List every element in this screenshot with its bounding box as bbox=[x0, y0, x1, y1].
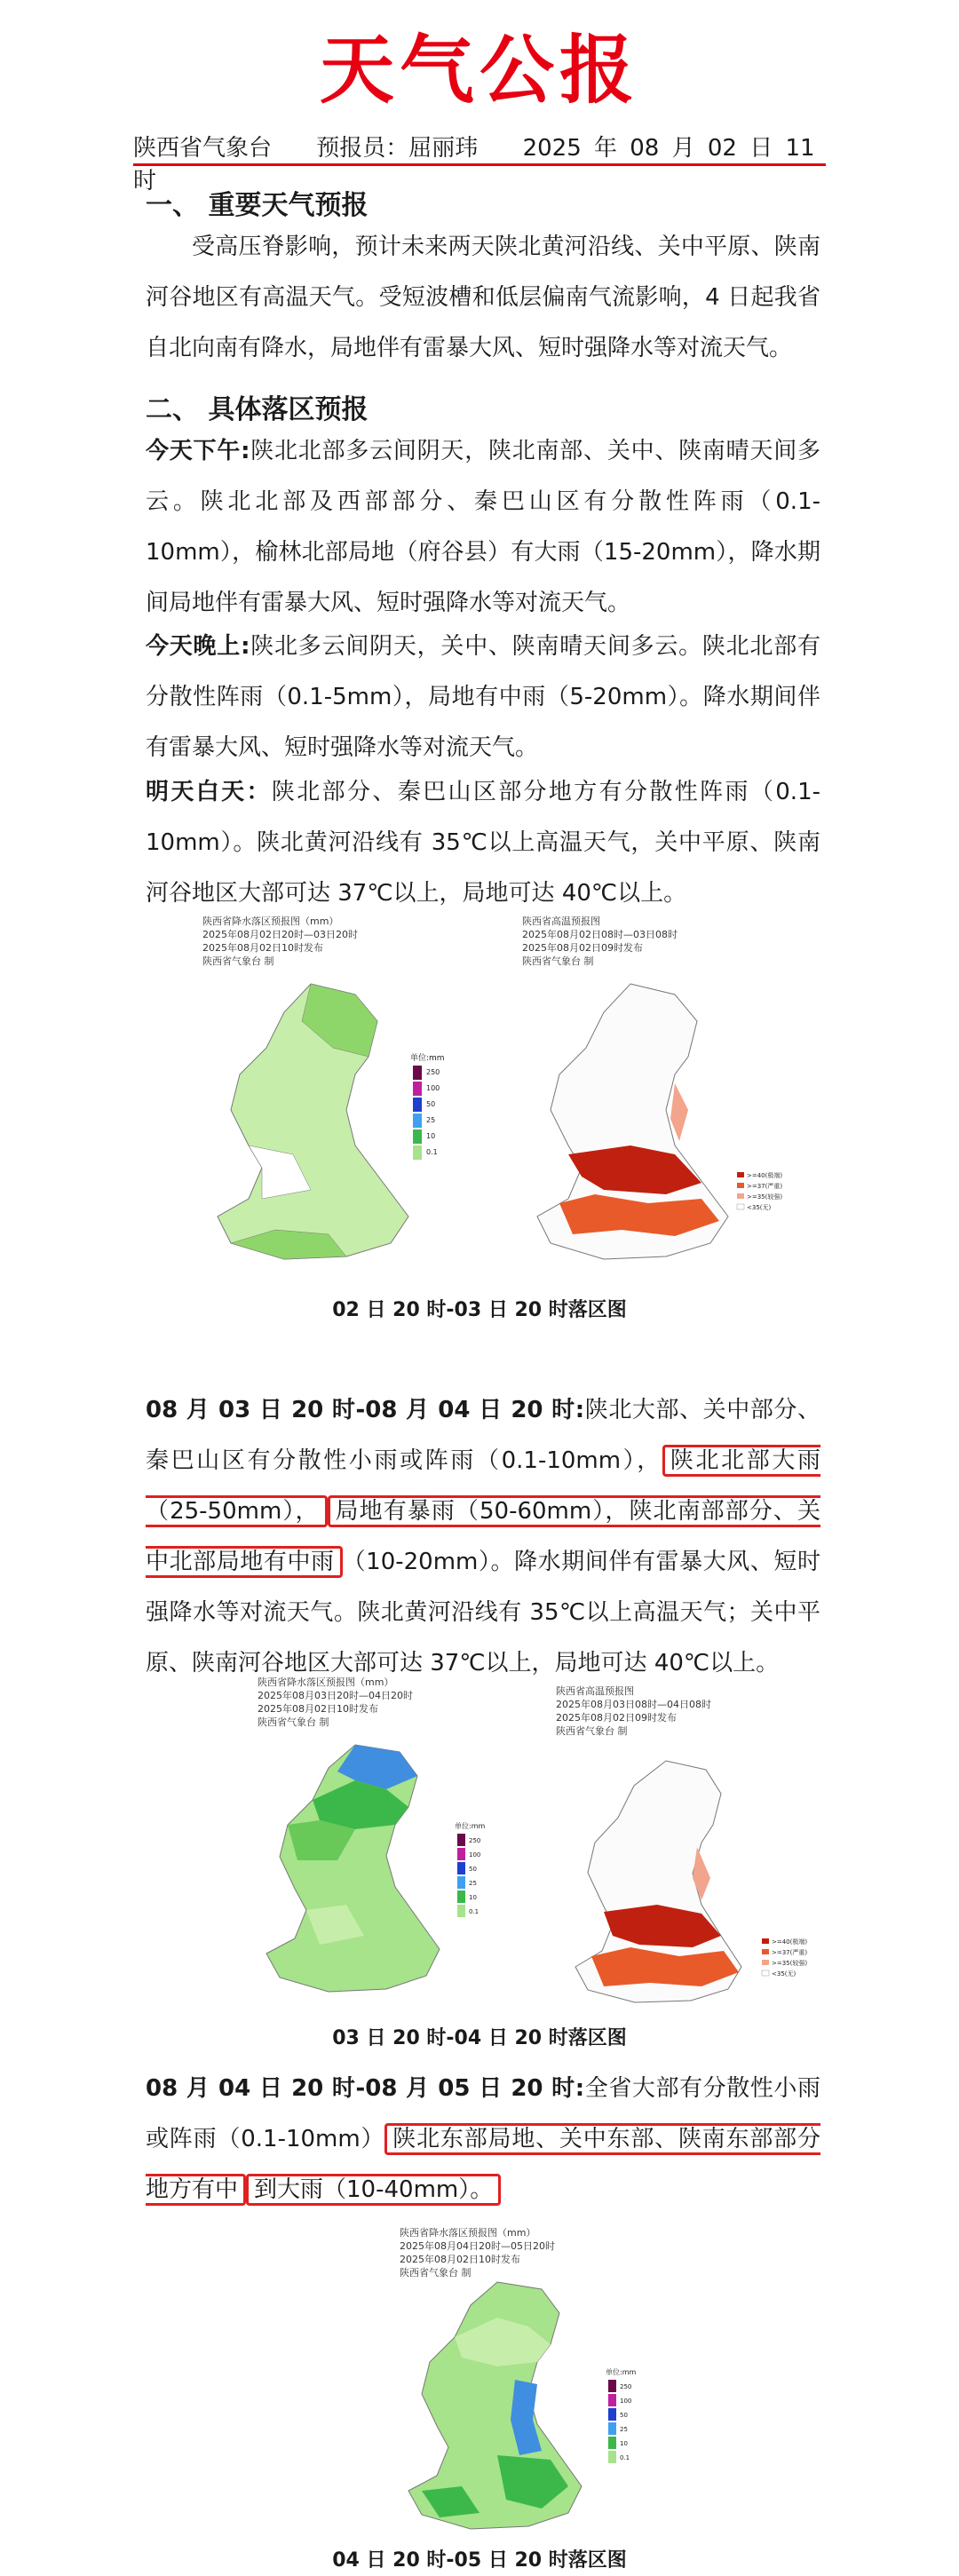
rain-map-2 bbox=[231, 1736, 515, 2002]
heat-legend-label: >=37(严重) bbox=[772, 1949, 808, 1956]
afternoon-label: 今天下午: bbox=[146, 438, 250, 464]
evening-label: 今天晚上: bbox=[146, 633, 250, 660]
rain-map-3 bbox=[373, 2273, 666, 2540]
evening-forecast bbox=[146, 622, 820, 773]
heat-legend-swatch bbox=[737, 1172, 744, 1177]
period-2-text-b: （10-20mm）。降水期间伴有雷暴大风、短时强降水等对流天气。陕北黄河沿线有 35℃以上高温天气；关中平原、陕南河谷地区大部可达 37℃以上，局地可达 40℃以上。 bbox=[146, 1549, 820, 1676]
rain-legend-label: 25 bbox=[469, 1880, 477, 1887]
rain-legend-swatch bbox=[608, 2422, 616, 2435]
rain-legend-label: 100 bbox=[426, 1084, 440, 1092]
afternoon-text: 陕北北部多云间阴天，陕北南部、关中、陕南晴天间多云。陕北北部及西部部分、秦巴山区有分散性阵雨（0.1-10mm），榆林北部局地（府谷县）有大雨（15-20mm），降水期间局地伴有雷暴大风、短时强降水等对流天气。 bbox=[146, 438, 820, 616]
rain-legend-swatch bbox=[457, 1876, 465, 1889]
period-3-label: 08 月 04 日 20 时-08 月 05 日 20 时: bbox=[146, 2075, 585, 2102]
highlight-heavy-rain: 陕北北部大雨（25-50mm）， bbox=[146, 1445, 820, 1527]
rain-legend-label: 250 bbox=[426, 1068, 440, 1076]
header-divider bbox=[133, 163, 826, 166]
heat-legend-label: >=35(较强) bbox=[747, 1193, 783, 1201]
rain-legend-label: 0.1 bbox=[426, 1148, 438, 1156]
rain-legend-swatch bbox=[608, 2437, 616, 2449]
rain-map-2-header: 陕西省降水落区预报图（mm） 2025年08月03日20时—04日20时 2025年08月02日10时发布 陕西省气象台 制 bbox=[258, 1676, 413, 1728]
heat-legend-swatch bbox=[762, 1970, 769, 1976]
rain-legend-swatch bbox=[413, 1114, 422, 1128]
section-heading-2: 二、 具体落区预报 bbox=[146, 394, 369, 425]
heat-legend-swatch bbox=[762, 1949, 769, 1954]
period-2-label: 08 月 03 日 20 时-08 月 04 日 20 时: bbox=[146, 1397, 585, 1423]
rain-legend-title: 单位:mm bbox=[410, 1054, 445, 1063]
section-1-text: 受高压脊影响，预计未来两天陕北黄河沿线、关中平原、陕南河谷地区有高温天气。受短波槽和低层偏南气流影响，4 日起我省自北向南有降水，局地伴有雷暴大风、短时强降水等对流天气。 bbox=[146, 234, 820, 361]
rain-legend-swatch bbox=[457, 1834, 465, 1846]
rain-legend-swatch bbox=[413, 1098, 422, 1112]
rain-legend-label: 250 bbox=[620, 2383, 632, 2390]
agency-name: 陕西省气象台 bbox=[133, 135, 273, 162]
rain-legend-swatch bbox=[457, 1890, 465, 1903]
highlight-rain-amount: 到大雨（10-40mm）。 bbox=[246, 2174, 501, 2206]
heat-map-2-header: 陕西省高温预报图 2025年08月03日08时—04日08时 2025年08月02日09时发布 陕西省气象台 制 bbox=[556, 1685, 711, 1737]
map-caption-1: 02 日 20 时-03 日 20 时落区图 bbox=[332, 1299, 627, 1321]
rain-legend-label: 0.1 bbox=[620, 2454, 630, 2461]
heat-legend-label: >=37(严重) bbox=[747, 1183, 783, 1190]
map-caption-2: 03 日 20 时-04 日 20 时落区图 bbox=[332, 2027, 627, 2049]
rain-legend-label: 50 bbox=[426, 1100, 436, 1108]
heat-legend-label: <35(无) bbox=[772, 1970, 797, 1978]
rain-legend-swatch bbox=[457, 1905, 465, 1917]
rain-legend-label: 25 bbox=[426, 1116, 436, 1124]
rain-legend-swatch bbox=[608, 2394, 616, 2406]
rain-legend-label: 100 bbox=[469, 1851, 481, 1859]
heat-legend-swatch bbox=[762, 1938, 769, 1944]
rain-map-1 bbox=[178, 977, 480, 1270]
rain-legend-swatch bbox=[413, 1129, 422, 1144]
rain-legend-label: 50 bbox=[620, 2412, 628, 2419]
bulletin-title: 天气公报 bbox=[319, 27, 639, 114]
rain-legend-swatch bbox=[413, 1066, 422, 1080]
highlight-moderate-heavy-rain: 陕北东部局地、关中东部、陕南东部部分地方有中 bbox=[146, 2123, 820, 2206]
rain-map-3-header: 陕西省降水落区预报图（mm） 2025年08月04日20时—05日20时 2025年08月02日10时发布 陕西省气象台 制 bbox=[400, 2227, 555, 2279]
rain-legend-label: 25 bbox=[620, 2426, 628, 2433]
rain-map-1-header: 陕西省降水落区预报图（mm） 2025年08月02日20时—03日20时 2025年08月02日10时发布 陕西省气象台 制 bbox=[202, 915, 358, 967]
rain-legend-title: 单位:mm bbox=[455, 1822, 486, 1830]
rain-legend-swatch bbox=[413, 1082, 422, 1096]
rain-legend-swatch bbox=[608, 2451, 616, 2463]
period-3-forecast bbox=[146, 2064, 820, 2215]
period-2-text-a: 陕北大部、关中部分、秦巴山区有分散性小雨或阵雨（0.1-10mm）， bbox=[146, 1397, 820, 1474]
rain-legend-label: 10 bbox=[426, 1132, 436, 1140]
afternoon-forecast bbox=[146, 426, 820, 629]
rain-legend-label: 50 bbox=[469, 1866, 477, 1873]
rain-legend-swatch bbox=[413, 1145, 422, 1160]
rain-legend-label: 250 bbox=[469, 1837, 481, 1844]
heat-legend-swatch bbox=[737, 1204, 744, 1209]
tomorrow-text: 陕北部分、秦巴山区部分地方有分散性阵雨（0.1-10mm）。陕北黄河沿线有 35℃以上高温天气，关中平原、陕南河谷地区大部可达 37℃以上，局地可达 40℃以上。 bbox=[146, 779, 820, 907]
map-caption-3: 04 日 20 时-05 日 20 时落区图 bbox=[332, 2549, 627, 2572]
rain-legend-label: 0.1 bbox=[469, 1908, 480, 1915]
rain-legend-swatch bbox=[608, 2408, 616, 2421]
heat-legend-swatch bbox=[762, 1960, 769, 1965]
rain-legend-swatch bbox=[457, 1848, 465, 1860]
heat-map-1-header: 陕西省高温预报图 2025年08月02日08时—03日08时 2025年08月02日09时发布 陕西省气象台 制 bbox=[522, 915, 678, 967]
tomorrow-forecast bbox=[146, 767, 820, 919]
heat-legend-label: >=40(极端) bbox=[772, 1938, 808, 1946]
period-3-text-a: 全省大部有分散性小雨或阵雨（0.1-10mm） bbox=[146, 2075, 820, 2152]
rain-legend-label: 10 bbox=[620, 2440, 628, 2447]
forecaster-name: 预报员：屈丽玮 bbox=[316, 135, 479, 162]
heat-map-1 bbox=[497, 977, 799, 1270]
heat-map-2 bbox=[533, 1754, 817, 2011]
rain-legend-swatch bbox=[608, 2380, 616, 2392]
heat-legend-label: >=40(极端) bbox=[747, 1172, 783, 1179]
issue-datetime: 2025 年 08 月 02 日 11 时 bbox=[133, 135, 815, 194]
heat-legend-swatch bbox=[737, 1183, 744, 1188]
period-2-forecast bbox=[146, 1385, 820, 1689]
heat-legend-label: >=35(较强) bbox=[772, 1960, 808, 1967]
rain-legend-label: 10 bbox=[469, 1894, 477, 1901]
evening-text: 陕北多云间阴天，关中、陕南晴天间多云。陕北北部有分散性阵雨（0.1-5mm），局地有中雨（5-20mm）。降水期间伴有雷暴大风、短时强降水等对流天气。 bbox=[146, 633, 820, 761]
rain-legend-label: 100 bbox=[620, 2398, 632, 2405]
rain-legend-swatch bbox=[457, 1862, 465, 1875]
heat-legend-swatch bbox=[737, 1193, 744, 1199]
section-heading-1: 一、 重要天气预报 bbox=[146, 190, 369, 221]
tomorrow-label: 明天白天： bbox=[146, 779, 272, 805]
rain-legend-title: 单位:mm bbox=[606, 2368, 637, 2376]
highlight-rainstorm: 局地有暴雨（50-60mm），陕北南部部分、关中北部局地有中雨 bbox=[146, 1495, 820, 1578]
heat-legend-label: <35(无) bbox=[747, 1204, 772, 1211]
